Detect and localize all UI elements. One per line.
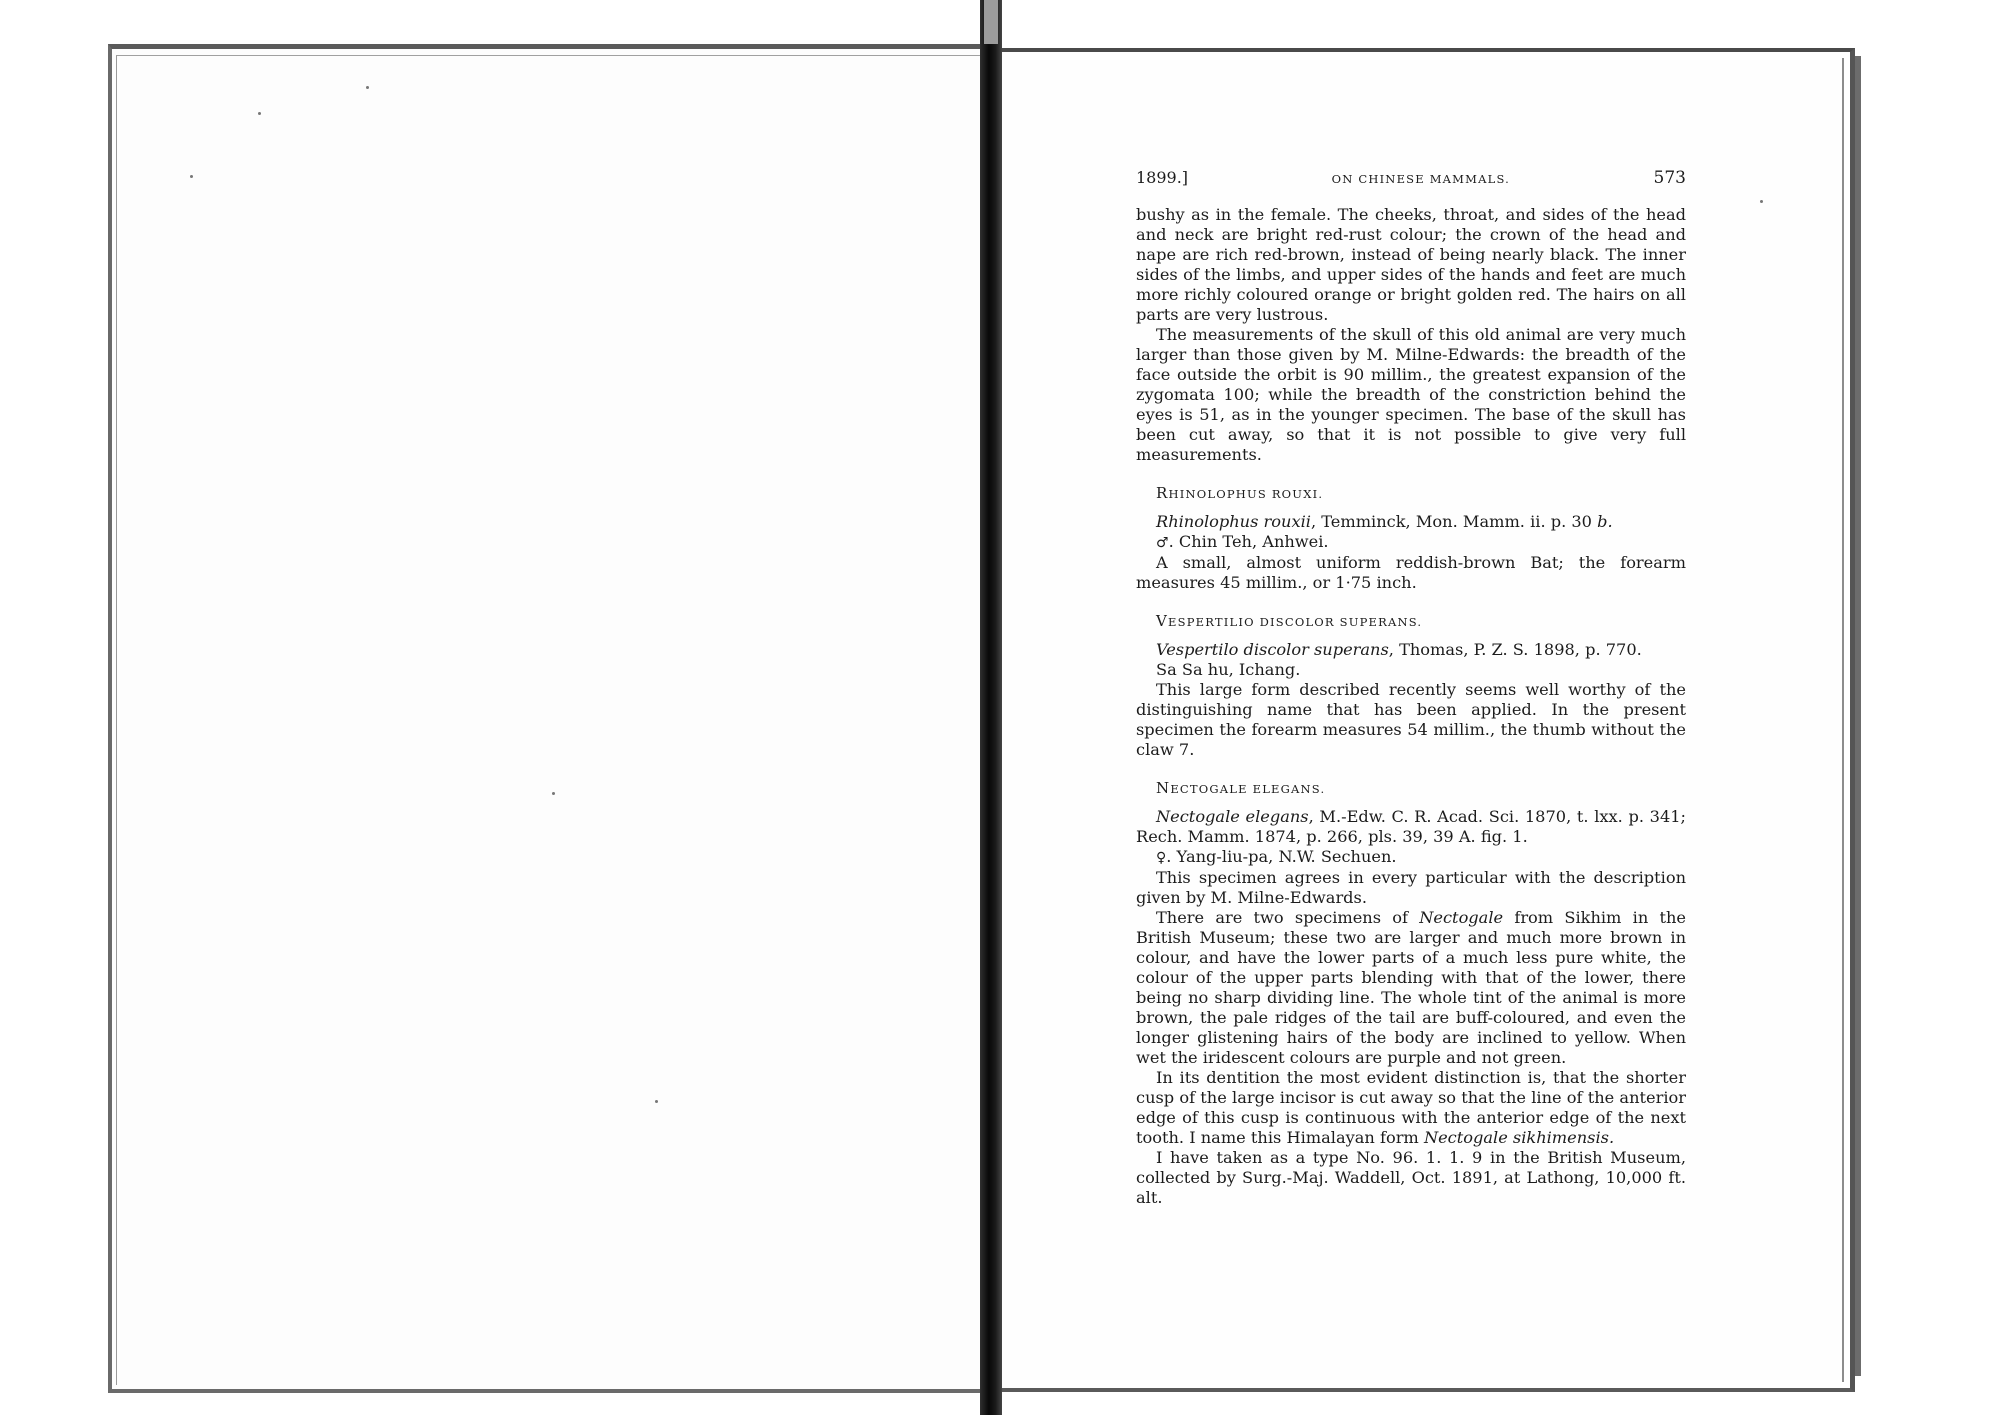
scan-speck <box>552 792 555 795</box>
synonym-name: Nectogale elegans <box>1156 807 1309 826</box>
locality-text: . Yang-liu-pa, N.W. Sechuen. <box>1166 847 1397 866</box>
heading-rest: ECTOGALE ELEGANS. <box>1170 782 1326 796</box>
page-number: 573 <box>1653 168 1686 188</box>
female-symbol-icon: ♀ <box>1156 850 1167 866</box>
synonymy-rhinolophus <box>1136 512 1686 532</box>
scan-speck <box>655 1100 658 1103</box>
running-head-title: ON CHINESE MAMMALS. <box>1331 172 1510 186</box>
heading-initial: N <box>1156 779 1171 797</box>
dentition-paragraph <box>1136 1068 1686 1148</box>
locality-text: . Chin Teh, Anhwei. <box>1168 532 1329 551</box>
comparison-paragraph <box>1136 908 1686 1068</box>
species-heading-nectogale <box>1156 778 1686 799</box>
heading-rest: ESPERTILIO DISCOLOR SUPERANS. <box>1168 615 1423 629</box>
species-heading-rhinolophus <box>1156 483 1686 504</box>
synonym-citation: , M.-Edw. C. R. Acad. Sci. 1870, t. lxx. p. 341; Rech. Mamm. 1874, p. 266, pls. 39, 39 A. fig. 1. <box>1136 807 1686 846</box>
description-paragraph: This specimen agrees in every particular with the description given by M. Milne-Edwards. <box>1136 868 1686 907</box>
scan-speck <box>258 112 261 115</box>
synonym-citation-end: b. <box>1597 512 1613 531</box>
paragraph-text: In its dentition the most evident distinction is, that the shorter cusp of the large incisor is cut away so that the line of the anterior edge of this cusp is continuous with the anterior edge of the next tooth. I name this Himalayan form <box>1136 1068 1686 1147</box>
male-symbol-icon: ♂ <box>1156 535 1169 551</box>
genus-name: Nectogale <box>1419 908 1504 927</box>
scan-speck <box>1760 200 1763 203</box>
running-head-year: 1899.] <box>1136 168 1189 187</box>
synonymy-vespertilio <box>1136 640 1686 660</box>
specimen-locality: Sa Sa hu, Ichang. <box>1156 660 1301 679</box>
synonym-citation: , Thomas, P. Z. S. 1898, p. 770. <box>1388 640 1642 659</box>
specimen-locality <box>1136 847 1686 868</box>
skull-measurements-paragraph: The measurements of the skull of this old animal are very much larger than those given by M. Milne-Edwards: the breadth of the face outside the orbit is 90 millim., the greatest expansion of the zygomata 100; while the breadth of the constriction behind the eyes is 51, as in the younger specimen. The base of the skull has been cut away, so that it is not possible to give very full measurements. <box>1136 325 1686 464</box>
synonymy-nectogale <box>1136 807 1686 847</box>
page-text <box>1136 168 1686 1208</box>
paragraph-text: There are two specimens of <box>1156 908 1420 927</box>
new-species-name: Nectogale sikhimensis. <box>1423 1128 1615 1147</box>
continued-paragraph: bushy as in the female. The cheeks, throat, and sides of the head and neck are bright red-rust colour; the crown of the head and nape are rich red-brown, instead of being nearly black. The inner sides of the limbs, and upper sides of the hands and feet are much more richly coloured orange or bright golden red. The hairs on all parts are very lustrous. <box>1136 205 1686 324</box>
paragraph-text: from Sikhim in the British Museum; these two are larger and much more brown in colour, and have the lower parts of a much less pure white, the colour of the upper parts blending with that of the lower, there being no sharp dividing line. The whole tint of the animal is more brown, the pale ridges of the tail are buff-coloured, and even the longer glistening hairs of the body are inclined to yellow. When wet the iridescent colours are purple and not green. <box>1136 908 1686 1067</box>
book-gutter <box>980 0 1002 1415</box>
synonym-citation: , Temminck, Mon. Mamm. ii. p. 30 <box>1310 512 1598 531</box>
species-description: This large form described recently seems well worthy of the distinguishing name that has been applied. In the present specimen the forearm measures 54 millim., the thumb without the claw 7. <box>1136 680 1686 759</box>
running-head <box>1136 168 1686 189</box>
specimen-locality <box>1136 532 1686 553</box>
species-description: A small, almost uniform reddish-brown Bat; the forearm measures 45 millim., or 1·75 inch. <box>1136 553 1686 592</box>
type-specimen-paragraph: I have taken as a type No. 96. 1. 1. 9 in the British Museum, collected by Surg.-Maj. Waddell, Oct. 1891, at Lathong, 10,000 ft. alt. <box>1136 1148 1686 1207</box>
scan-speck <box>366 86 369 89</box>
scan-speck <box>190 175 193 178</box>
heading-initial: R <box>1156 484 1169 502</box>
heading-initial: V <box>1156 612 1169 630</box>
synonym-name: Rhinolophus rouxii <box>1156 512 1311 531</box>
left-page-blank <box>108 44 988 1393</box>
page-edge-shadow <box>1855 56 1861 1376</box>
heading-rest: HINOLOPHUS ROUXI. <box>1168 487 1324 501</box>
synonym-name: Vespertilo discolor superans <box>1156 640 1389 659</box>
species-heading-vespertilio <box>1156 611 1686 632</box>
